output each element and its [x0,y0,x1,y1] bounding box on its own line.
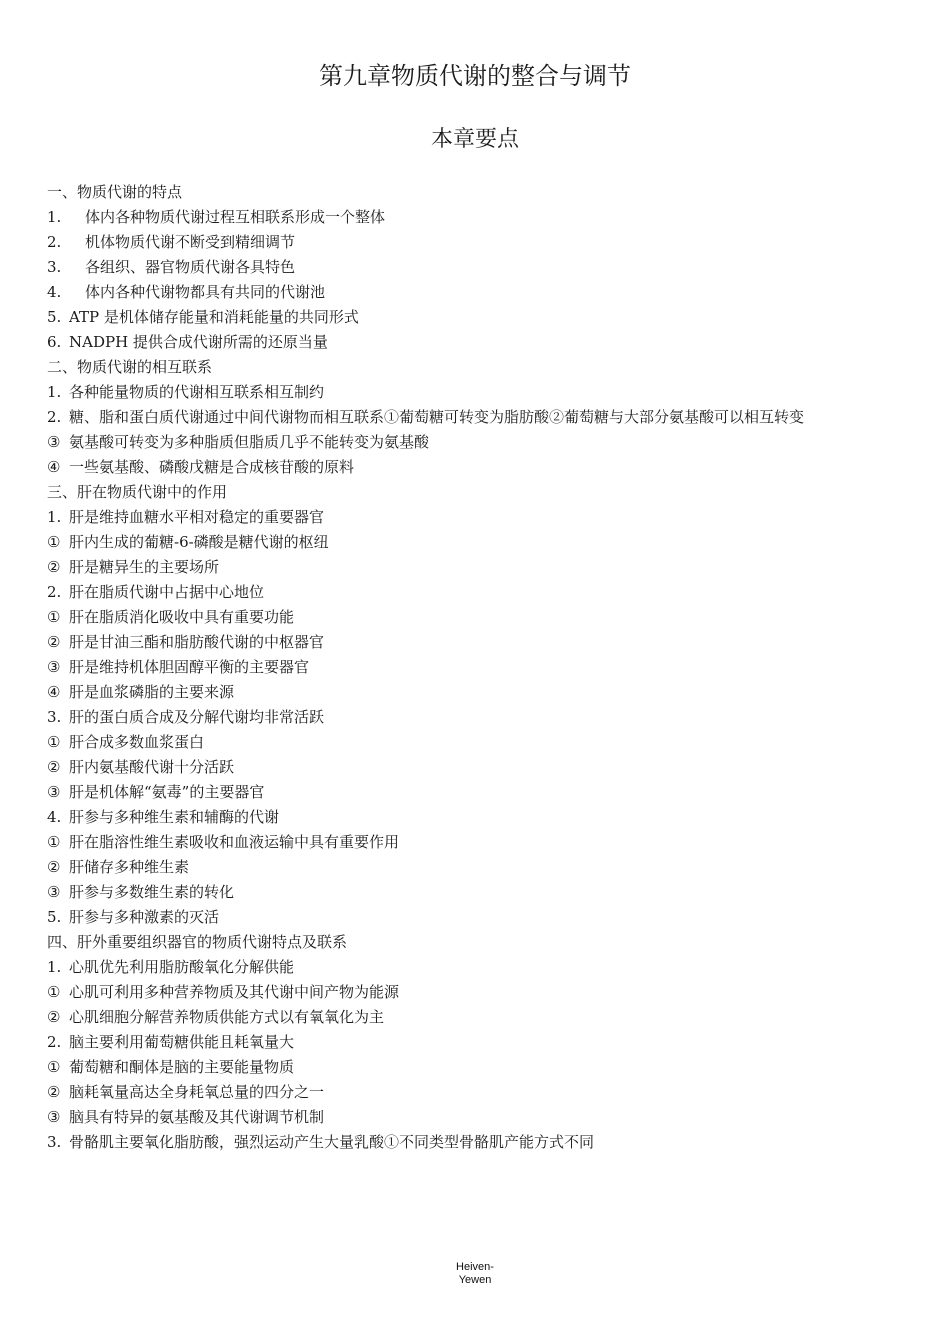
list-item [47,405,903,430]
list-item-text: 肝是机体解“氨毒”的主要器官 [69,783,265,801]
list-item-text: 一些氨基酸、磷酸戊糖是合成核苷酸的原料 [69,458,355,476]
list-item-number: ② [47,1083,61,1101]
list-item-number: 4. [47,808,62,826]
list-item-number: ① [47,733,61,751]
list-item [47,680,903,705]
list-item [47,430,903,455]
list-item [47,855,903,880]
list-item-text: 骨骼肌主要氧化脂肪酸，强烈运动产生大量乳酸①不同类型骨骼肌产能方式不同 [69,1133,595,1151]
list-item-number: ④ [47,458,61,476]
list-item-number: 5. [47,308,62,326]
list-item [47,1130,903,1155]
list-item-text: 肝内氨基酸代谢十分活跃 [69,758,235,776]
list-item-text: 糖、脂和蛋白质代谢通过中间代谢物而相互联系①葡萄糖可转变为脂肪酸②葡萄糖与大部分氨基酸可以相互转变 [69,408,805,426]
list-item-text: 肝合成多数血浆蛋白 [69,733,205,751]
document-body [47,180,903,1155]
list-item-text: 肝在脂质代谢中占据中心地位 [69,583,265,601]
list-item-text: 肝是甘油三酯和脂肪酸代谢的中枢器官 [69,633,325,651]
footer-line-1: Heiven- [456,1261,494,1273]
list-item [47,630,903,655]
list-item-number: ① [47,983,61,1001]
list-item-text: 肝是糖异生的主要场所 [69,558,220,576]
list-item-number: ② [47,633,61,651]
list-item-number: ③ [47,783,61,801]
list-item-text: 氨基酸可转变为多种脂质但脂质几乎不能转变为氨基酸 [69,433,430,451]
list-item [47,555,903,580]
list-item-text: 脑耗氧量高达全身耗氧总量的四分之一 [69,1083,325,1101]
list-item [47,605,903,630]
list-item-number: 5. [47,908,62,926]
list-item [47,780,903,805]
list-item [47,530,903,555]
list-item-text: 体内各种物质代谢过程互相联系形成一个整体 [85,208,386,226]
list-item [47,380,903,405]
list-item-number: 4. [47,283,62,301]
list-item-text: 肝是维持血糖水平相对稳定的重要器官 [69,508,325,526]
list-item [47,580,903,605]
list-item-text: 肝是维持机体胆固醇平衡的主要器官 [69,658,310,676]
list-item-number: 1. [47,383,62,401]
list-item-text: 各组织、器官物质代谢各具特色 [85,258,296,276]
list-item-number: ② [47,558,61,576]
list-item [47,905,903,930]
list-item [47,305,903,330]
list-item-number: 1. [47,208,62,226]
list-item-text: 机体物质代谢不断受到精细调节 [85,233,296,251]
list-item-text: 脑具有特异的氨基酸及其代谢调节机制 [69,1108,325,1126]
list-item-text: 肝参与多种维生素和辅酶的代谢 [69,808,280,826]
list-item [47,330,903,355]
section-heading-text: 四、肝外重要组织器官的物质代谢特点及联系 [47,933,348,951]
list-item [47,705,903,730]
list-item [47,230,903,255]
list-item-text: 脑主要利用葡萄糖供能且耗氧量大 [69,1033,295,1051]
list-item-text: 肝参与多数维生素的转化 [69,883,235,901]
list-item-number: ① [47,533,61,551]
list-item [47,1080,903,1105]
section-heading [47,355,903,380]
list-item [47,880,903,905]
list-item-number: ③ [47,883,61,901]
list-item-number: ② [47,758,61,776]
list-item [47,1030,903,1055]
list-item-number: 2. [47,408,62,426]
list-item [47,805,903,830]
section-heading-text: 二、物质代谢的相互联系 [47,358,213,376]
list-item-text: 心肌可利用多种营养物质及其代谢中间产物为能源 [69,983,400,1001]
page-subtitle: 本章要点 [430,127,519,152]
footer-line-2: Yewen [458,1274,492,1286]
list-item [47,655,903,680]
list-item-text: 体内各种代谢物都具有共同的代谢池 [85,283,326,301]
list-item [47,205,903,230]
list-item-number: ① [47,833,61,851]
list-item-number: 1. [47,508,62,526]
list-item [47,255,903,280]
list-item-number: 2. [47,233,62,251]
section-heading-text: 三、肝在物质代谢中的作用 [47,483,228,501]
page-footer [0,1261,950,1287]
list-item-number: ③ [47,1108,61,1126]
list-item-number: 3. [47,258,62,276]
list-item-text: 心肌优先利用脂肪酸氧化分解供能 [69,958,295,976]
list-item [47,455,903,480]
list-item [47,730,903,755]
list-item-text: ATP 是机体储存能量和消耗能量的共同形式 [69,308,359,326]
list-item-text: 肝在脂溶性维生素吸收和血液运输中具有重要作用 [69,833,400,851]
list-item [47,1005,903,1030]
section-heading [47,180,903,205]
list-item-number: ① [47,608,61,626]
list-item [47,830,903,855]
list-item-number: 1. [47,958,62,976]
list-item-text: NADPH 提供合成代谢所需的还原当量 [69,333,328,351]
list-item-number: ① [47,1058,61,1076]
list-item-text: 肝在脂质消化吸收中具有重要功能 [69,608,295,626]
list-item-text: 各种能量物质的代谢相互联系相互制约 [69,383,325,401]
list-item-number: ③ [47,433,61,451]
list-item-number: 3. [47,708,62,726]
list-item [47,505,903,530]
list-item-text: 肝内生成的葡糖-6-磷酸是糖代谢的枢纽 [69,533,329,551]
list-item-text: 肝参与多种激素的灭活 [69,908,220,926]
section-heading-text: 一、物质代谢的特点 [47,183,183,201]
list-item-text: 肝的蛋白质合成及分解代谢均非常活跃 [69,708,325,726]
section-heading [47,930,903,955]
list-item [47,955,903,980]
list-item-text: 肝储存多种维生素 [69,858,190,876]
list-item-number: ④ [47,683,61,701]
list-item-text: 肝是血浆磷脂的主要来源 [69,683,235,701]
section-heading [47,480,903,505]
list-item [47,755,903,780]
list-item-number: 6. [47,333,62,351]
list-item-number: ② [47,858,61,876]
list-item-number: 2. [47,1033,62,1051]
list-item [47,1055,903,1080]
list-item-number: ③ [47,658,61,676]
list-item-number: 2. [47,583,62,601]
list-item-text: 葡萄糖和酮体是脑的主要能量物质 [69,1058,295,1076]
list-item [47,980,903,1005]
list-item-number: 3. [47,1133,62,1151]
list-item-text: 心肌细胞分解营养物质供能方式以有氧氧化为主 [69,1008,385,1026]
list-item [47,1105,903,1130]
list-item-number: ② [47,1008,61,1026]
page-title: 第九章物质代谢的整合与调节 [319,62,631,90]
list-item [47,280,903,305]
